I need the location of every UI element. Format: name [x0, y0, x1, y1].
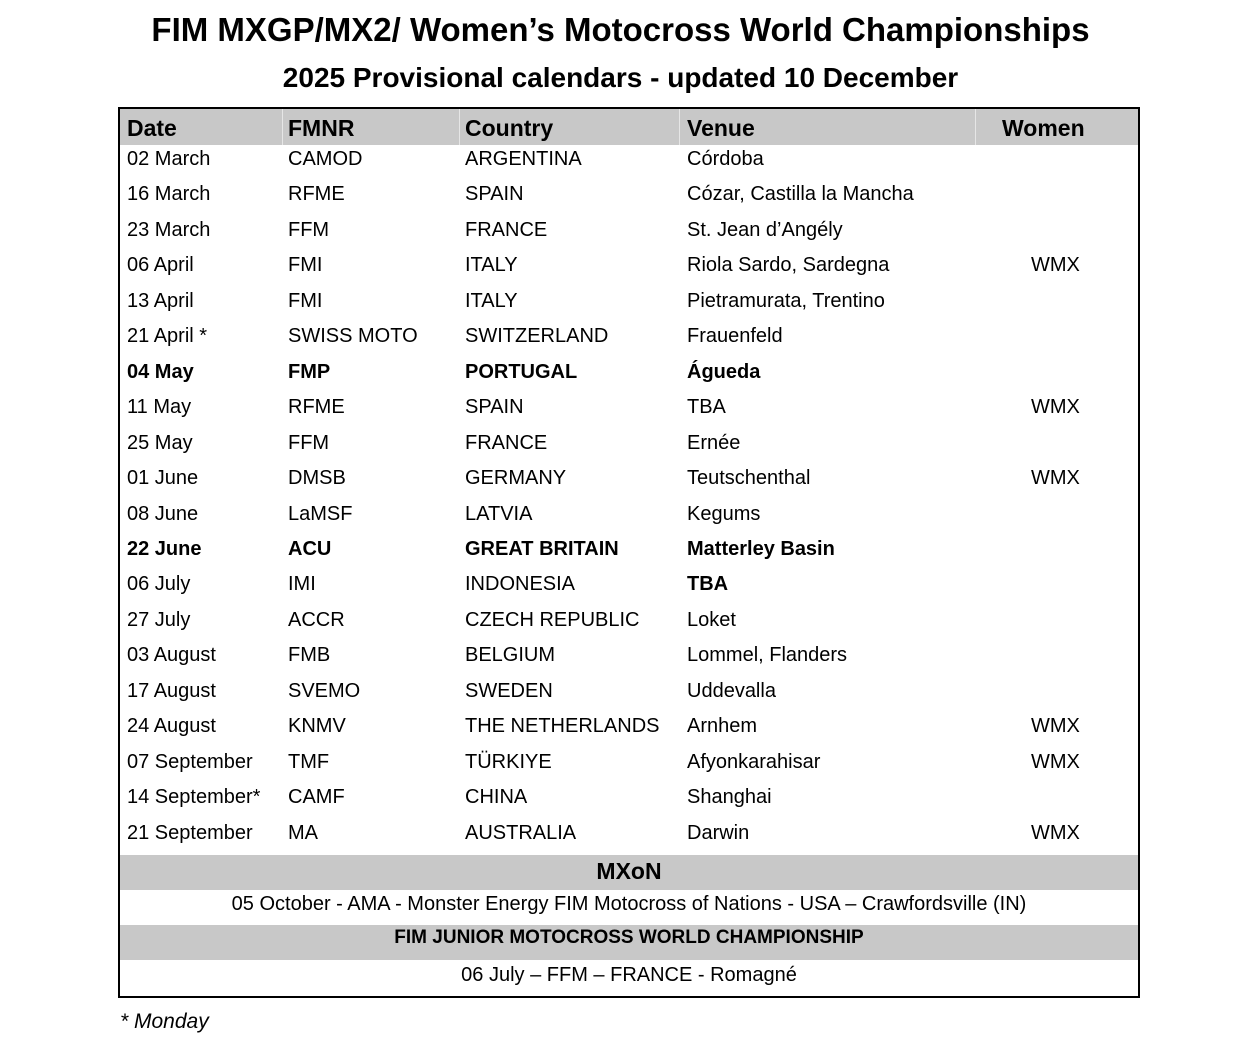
cell-women: WMX — [1031, 396, 1080, 419]
table-row — [120, 748, 1138, 783]
column-header-country: Country — [465, 115, 554, 141]
cell-fmnr: FFM — [288, 431, 330, 454]
cell-venue: TBA — [687, 573, 729, 596]
cell-fmnr: ACU — [288, 537, 332, 560]
cell-women: WMX — [1031, 715, 1080, 738]
mxon-heading: MXoN — [120, 855, 1138, 890]
cell-venue: Uddevalla — [687, 679, 776, 702]
cell-country: SPAIN — [465, 396, 524, 419]
cell-country: GERMANY — [465, 467, 567, 490]
cell-date: 03 August — [127, 644, 216, 667]
cell-fmnr: CAMOD — [288, 148, 363, 170]
cell-venue: TBA — [687, 396, 726, 419]
cell-venue: Córdoba — [687, 148, 764, 170]
cell-country: INDONESIA — [465, 573, 576, 596]
table-row — [120, 677, 1138, 712]
cell-country: PORTUGAL — [465, 360, 578, 383]
calendar-table — [118, 107, 1140, 998]
cell-country: AUSTRALIA — [465, 821, 577, 844]
mxon-event: 05 October - AMA - Monster Energy FIM Motocross of Nations - USA – Crawfordsville (IN) — [231, 893, 1027, 915]
cell-women: WMX — [1031, 821, 1080, 844]
cell-fmnr: FMI — [288, 289, 323, 312]
cell-country: FRANCE — [465, 218, 548, 241]
cell-country: GREAT BRITAIN — [465, 537, 619, 560]
cell-venue: Águeda — [687, 360, 761, 383]
cell-country: LATVIA — [465, 502, 533, 525]
cell-venue: Ernée — [687, 431, 741, 454]
cell-country: SWITZERLAND — [465, 325, 609, 348]
column-divider — [459, 109, 460, 145]
table-row — [120, 783, 1138, 818]
table-row — [120, 712, 1138, 747]
cell-date: 21 April * — [127, 325, 208, 348]
cell-fmnr: SVEMO — [288, 679, 361, 702]
cell-date: 07 September — [127, 750, 253, 773]
cell-date: 22 June — [127, 537, 202, 560]
cell-country: ITALY — [465, 289, 518, 312]
cell-date: 21 September — [127, 821, 253, 844]
cell-date: 11 May — [127, 396, 192, 419]
cell-venue: Matterley Basin — [687, 537, 835, 560]
cell-venue: Loket — [687, 608, 736, 631]
cell-fmnr: SWISS MOTO — [288, 325, 418, 348]
document-title: FIM MXGP/MX2/ Women’s Motocross World Championships — [151, 11, 1090, 48]
cell-date: 02 March — [127, 148, 211, 170]
column-divider — [975, 109, 976, 145]
cell-fmnr: CAMF — [288, 786, 345, 809]
cell-venue: St. Jean d’Angély — [687, 218, 843, 241]
table-row — [120, 180, 1138, 215]
cell-women: WMX — [1031, 750, 1080, 773]
table-row — [120, 606, 1138, 641]
cell-date: 13 April — [127, 289, 194, 312]
cell-fmnr: DMSB — [288, 467, 346, 490]
cell-country: CHINA — [465, 786, 528, 809]
column-header-date: Date — [127, 115, 177, 141]
table-row — [120, 287, 1138, 322]
table-row — [120, 535, 1138, 570]
junior-championship-heading: FIM JUNIOR MOTOCROSS WORLD CHAMPIONSHIP — [120, 925, 1138, 960]
cell-date: 01 June — [127, 467, 199, 490]
table-row — [120, 251, 1138, 286]
cell-country: CZECH REPUBLIC — [465, 608, 640, 631]
cell-country: ARGENTINA — [465, 148, 582, 170]
cell-date: 23 March — [127, 218, 211, 241]
cell-country: TÜRKIYE — [465, 750, 552, 773]
cell-fmnr: MA — [288, 821, 318, 844]
document-subtitle: 2025 Provisional calendars - updated 10 December — [282, 62, 959, 93]
cell-women: WMX — [1031, 254, 1080, 277]
cell-venue: Shanghai — [687, 786, 772, 809]
cell-venue: Darwin — [687, 821, 750, 844]
cell-country: THE NETHERLANDS — [465, 715, 660, 738]
column-divider — [282, 109, 283, 145]
table-row — [120, 358, 1138, 393]
column-header-fmnr: FMNR — [288, 115, 355, 141]
cell-date: 16 March — [127, 183, 211, 206]
cell-date: 06 July — [127, 573, 191, 596]
cell-women: WMX — [1031, 467, 1080, 490]
cell-fmnr: FFM — [288, 218, 330, 241]
cell-fmnr: FMB — [288, 644, 331, 667]
junior-championship-event: 06 July – FFM – FRANCE - Romagné — [461, 964, 797, 986]
cell-venue: Pietramurata, Trentino — [687, 289, 885, 312]
column-header-women: Women — [1002, 115, 1085, 141]
table-header — [120, 109, 1138, 145]
cell-venue: Teutschenthal — [687, 467, 811, 490]
cell-venue: Riola Sardo, Sardegna — [687, 254, 890, 277]
cell-date: 25 May — [127, 431, 193, 454]
cell-fmnr: RFME — [288, 396, 345, 419]
cell-date: 08 June — [127, 502, 199, 525]
cell-fmnr: FMP — [288, 360, 331, 383]
cell-date: 14 September* — [127, 786, 261, 809]
cell-fmnr: LaMSF — [288, 502, 353, 525]
cell-fmnr: KNMV — [288, 715, 346, 738]
cell-country: SWEDEN — [465, 679, 553, 702]
column-header-venue: Venue — [687, 115, 755, 141]
table-row — [120, 145, 1138, 180]
cell-date: 06 April — [127, 254, 194, 277]
table-row — [120, 429, 1138, 464]
cell-country: SPAIN — [465, 183, 524, 206]
cell-venue: Cózar, Castilla la Mancha — [687, 183, 914, 206]
footnote: * Monday — [120, 1010, 209, 1033]
cell-country: BELGIUM — [465, 644, 556, 667]
table-row — [120, 570, 1138, 605]
table-row — [120, 500, 1138, 535]
cell-date: 17 August — [127, 679, 216, 702]
cell-venue: Lommel, Flanders — [687, 644, 848, 667]
column-divider — [679, 109, 680, 145]
cell-date: 04 May — [127, 360, 194, 383]
cell-fmnr: FMI — [288, 254, 323, 277]
cell-venue: Kegums — [687, 502, 761, 525]
cell-venue: Afyonkarahisar — [687, 750, 821, 773]
cell-country: FRANCE — [465, 431, 548, 454]
cell-fmnr: IMI — [288, 573, 316, 596]
cell-venue: Arnhem — [687, 715, 758, 738]
table-row — [120, 464, 1138, 499]
cell-fmnr: TMF — [288, 750, 330, 773]
table-row — [120, 216, 1138, 251]
cell-country: ITALY — [465, 254, 518, 277]
cell-venue: Frauenfeld — [687, 325, 783, 348]
cell-fmnr: ACCR — [288, 608, 345, 631]
table-row — [120, 641, 1138, 676]
cell-date: 24 August — [127, 715, 216, 738]
table-row — [120, 819, 1138, 854]
table-row — [120, 322, 1138, 357]
cell-fmnr: RFME — [288, 183, 345, 206]
cell-date: 27 July — [127, 608, 191, 631]
table-row — [120, 393, 1138, 428]
